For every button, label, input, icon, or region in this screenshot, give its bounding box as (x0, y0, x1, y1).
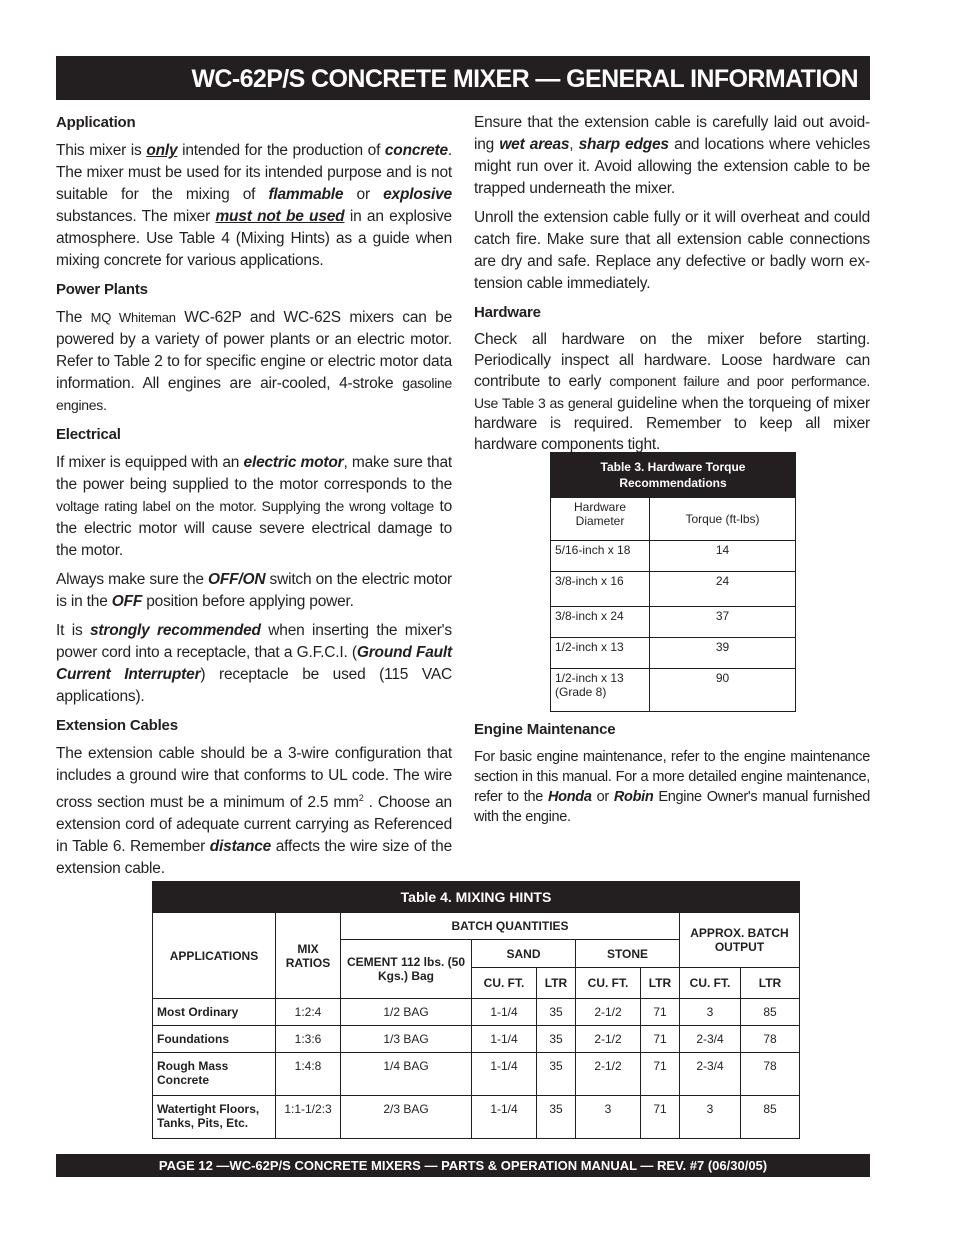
table4-header-sand: SAND (472, 940, 576, 968)
table4-header-output-ltr: LTR (741, 968, 800, 999)
table4-header-sand-cuft: CU. FT. (472, 968, 537, 999)
table-row: 5/16-inch x 18 14 (551, 541, 796, 572)
right-column (474, 112, 870, 462)
table3-header-torque: Torque (ft-lbs) (650, 498, 796, 541)
electrical-paragraph-1: If mixer is equipped with an electric motor, make sure that the power being supplied to the motor corresponds to the voltage rating label on the motor. Supplying the wrong voltage to the electric motor will cause severe electrical damage to the motor. (56, 454, 453, 559)
electrical-paragraph-3: It is strongly recommended when inserting the mixer's power cord into a receptacle, that a G.F.C.I. (Ground Fault Current Interrupter) receptacle be used (115 VAC applications). (56, 622, 452, 705)
hardware-paragraph: Check all hardware on the mixer before starting. Periodically inspect all hardware. Loose hardware can contribute to early component failure and poor performance. Use Table 3 as general guideline when the torqueing of mixer hardware is required. Remember to keep all mixer hardware components tight. (474, 331, 871, 453)
power-plants-paragraph: The MQ Whiteman WC-62P and WC-62S mixers can be powered by a variety of power plants or an electric motor. Refer to Table 2 to for specific engine or electric motor data information. All engines are air-cooled, 4-stroke gasoline engines. (56, 309, 452, 413)
electrical-paragraph-2: Always make sure the OFF/ON switch on the electric motor is in the OFF position before applying power. (56, 571, 452, 610)
table4-header-stone-ltr: LTR (641, 968, 680, 999)
left-column (56, 112, 452, 887)
mixing-hints-table (152, 881, 800, 1139)
table4-header-sand-ltr: LTR (537, 968, 576, 999)
table3-header-diameter: Hardware Diameter (551, 498, 650, 541)
extension-cable-layout-paragraph: Ensure that the extension cable is carefully laid out avoid-ing wet areas, sharp edges and locations where vehicles might run over it. Avoid allowing the extension cable to be trapped underneath the mixer. (474, 114, 870, 197)
application-paragraph: This mixer is only intended for the production of concrete. The mixer must be used for its intended purpose and is not suitable for the mixing of flammable or explosive substances. The mixer must not be used in an explosive atmosphere. Use Table 4 (Mixing Hints) as a guide when mixing concrete for various applications. (56, 142, 453, 269)
table-row: Foundations 1:3:6 1/3 BAG 1-1/4 35 2-1/2 71 2-3/4 78 (153, 1026, 800, 1053)
table3-title: Table 3. Hardware Torque Recommendations (551, 453, 796, 498)
power-plants-heading: Power Plants (56, 281, 148, 298)
table4-header-mix-ratios: MIX RATIOS (276, 913, 341, 999)
table4-header-batch: BATCH QUANTITIES (341, 913, 680, 940)
table-row: Watertight Floors, Tanks, Pits, Etc. 1:1-1/2:3 2/3 BAG 1-1/4 35 3 71 3 85 (153, 1096, 800, 1139)
table4-header-cement: CEMENT 112 lbs. (50 Kgs.) Bag (341, 940, 472, 999)
table-row: 1/2-inch x 13 (Grade 8) 90 (551, 669, 796, 712)
table-row: 1/2-inch x 13 39 (551, 638, 796, 669)
extension-cables-heading: Extension Cables (56, 717, 178, 734)
extension-cable-unroll-paragraph: Unroll the extension cable fully or it will overheat and could catch fire. Make sure that all extension cable connections are dry and safe. Replace any defective or badly worn ex-tension cable immediately. (474, 209, 870, 292)
hardware-heading: Hardware (474, 304, 541, 321)
page-footer: PAGE 12 —WC-62P/S CONCRETE MIXERS — PARTS & OPERATION MANUAL — REV. #7 (06/30/05) (56, 1154, 870, 1177)
table4-header-output: APPROX. BATCH OUTPUT (680, 913, 800, 968)
engine-maintenance-heading: Engine Maintenance (474, 721, 616, 738)
application-heading: Application (56, 114, 136, 131)
table-row: Rough Mass Concrete 1:4:8 1/4 BAG 1-1/4 35 2-1/2 71 2-3/4 78 (153, 1053, 800, 1096)
table4-header-stone-cuft: CU. FT. (576, 968, 641, 999)
table4-header-stone: STONE (576, 940, 680, 968)
hardware-torque-table (550, 452, 796, 712)
electrical-heading: Electrical (56, 426, 121, 443)
table-row: 3/8-inch x 24 37 (551, 607, 796, 638)
extension-cables-paragraph: The extension cable should be a 3-wire configuration that includes a ground wire that conforms to UL code. The wire cross section must be a minimum of 2.5 $mm^2$ . Choose an extension cord of adequate current carrying as Referenced in Table 6. Remember distance affects the wire size of the extension cable. (56, 745, 452, 878)
engine-maintenance-section (474, 719, 870, 834)
table-row: 3/8-inch x 16 24 (551, 572, 796, 607)
table4-header-applications: APPLICATIONS (153, 913, 276, 999)
page-title: WC-62P/S CONCRETE MIXER — GENERAL INFORMATION (56, 56, 870, 100)
table4-title: Table 4. MIXING HINTS (153, 882, 800, 913)
engine-maintenance-paragraph: For basic engine maintenance, refer to the engine maintenance section in this manual. For a more detailed engine maintenance, refer to the Honda or Robin Engine Owner's manual furnished with the engine. (474, 749, 870, 825)
table-row: Most Ordinary 1:2:4 1/2 BAG 1-1/4 35 2-1/2 71 3 85 (153, 999, 800, 1026)
table4-header-output-cuft: CU. FT. (680, 968, 741, 999)
